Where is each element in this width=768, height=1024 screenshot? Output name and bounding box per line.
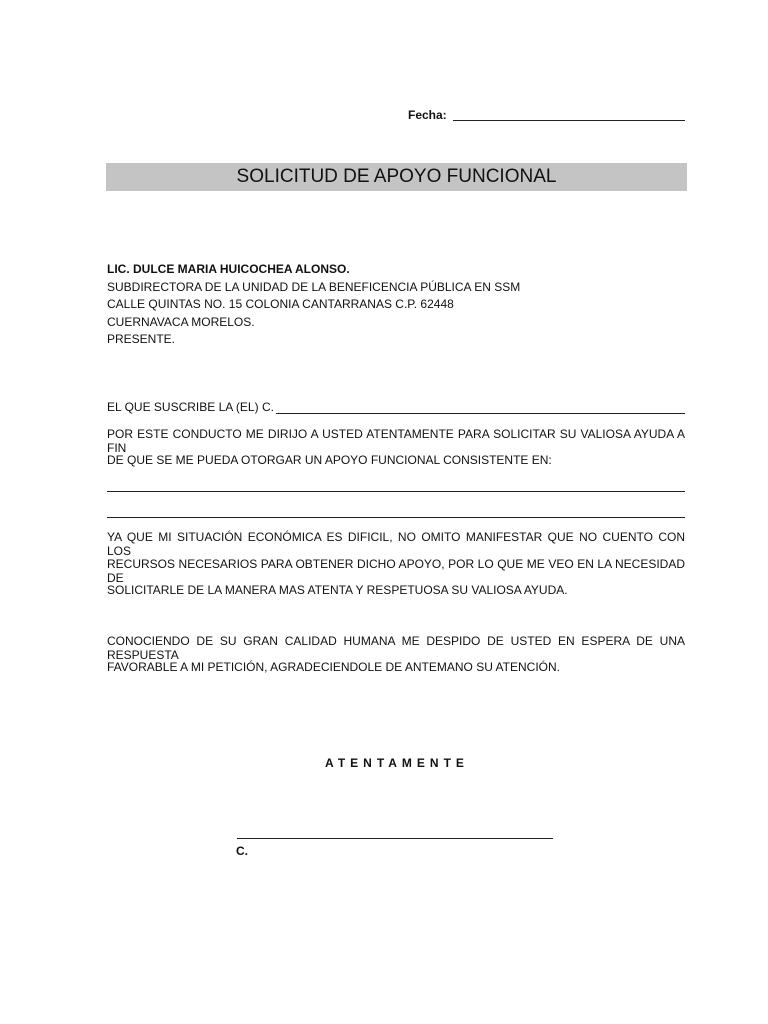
addressee-presente: PRESENTE.	[107, 332, 176, 346]
addressee-block	[107, 261, 520, 349]
signature-line[interactable]	[237, 838, 553, 839]
signature-prefix: C.	[236, 844, 248, 858]
paragraph-2-line-2: RECURSOS NECESARIOS PARA OBTENER DICHO APOYO, POR LO QUE ME VEO EN LA NECESIDAD DE	[107, 557, 685, 585]
addressee-city: CUERNAVACA MORELOS.	[107, 314, 255, 329]
paragraph-3-line-1: CONOCIENDO DE SU GRAN CALIDAD HUMANA ME DESPIDO DE USTED EN ESPERA DE UNA RESPUESTA	[107, 634, 685, 662]
closing-atentamente: ATENTAMENTE	[325, 756, 469, 770]
paragraph-2-line-1: YA QUE MI SITUACIÓN ECONÓMICA ES DIFICIL, NO OMITO MANIFESTAR QUE NO CUENTO CON LOS	[107, 530, 685, 558]
subscriber-name-blank[interactable]	[276, 401, 685, 414]
date-blank-line[interactable]	[453, 120, 685, 121]
paragraph-2-line-3: SOLICITARLE DE LA MANERA MAS ATENTA Y RESPETUOSA SU VALIOSA AYUDA.	[107, 583, 568, 597]
date-field	[408, 108, 685, 122]
document-title: SOLICITUD DE APOYO FUNCIONAL	[106, 163, 687, 191]
paragraph-1-line-2: DE QUE SE ME PUEDA OTORGAR UN APOYO FUNCIONAL CONSISTENTE EN:	[107, 453, 552, 467]
subscriber-line	[107, 400, 685, 414]
date-label: Fecha:	[408, 108, 447, 122]
support-description-blank-1[interactable]	[107, 491, 685, 492]
addressee-position: SUBDIRECTORA DE LA UNIDAD DE LA BENEFICENCIA PÚBLICA EN SSM	[107, 279, 521, 294]
paragraph-1-line-1: POR ESTE CONDUCTO ME DIRIJO A USTED ATENTAMENTE PARA SOLICITAR SU VALIOSA AYUDA A FIN	[107, 427, 685, 455]
addressee-name: LIC. DULCE MARIA HUICOCHEA ALONSO.	[107, 262, 350, 276]
subscriber-label: EL QUE SUSCRIBE LA (EL) C.	[107, 400, 274, 414]
paragraph-3-line-2: FAVORABLE A MI PETICIÓN, AGRADECIENDOLE DE ANTEMANO SU ATENCIÓN.	[107, 660, 560, 674]
addressee-street: CALLE QUINTAS NO. 15 COLONIA CANTARRANAS C.P. 62448	[107, 297, 454, 311]
support-description-blank-2[interactable]	[107, 517, 685, 518]
